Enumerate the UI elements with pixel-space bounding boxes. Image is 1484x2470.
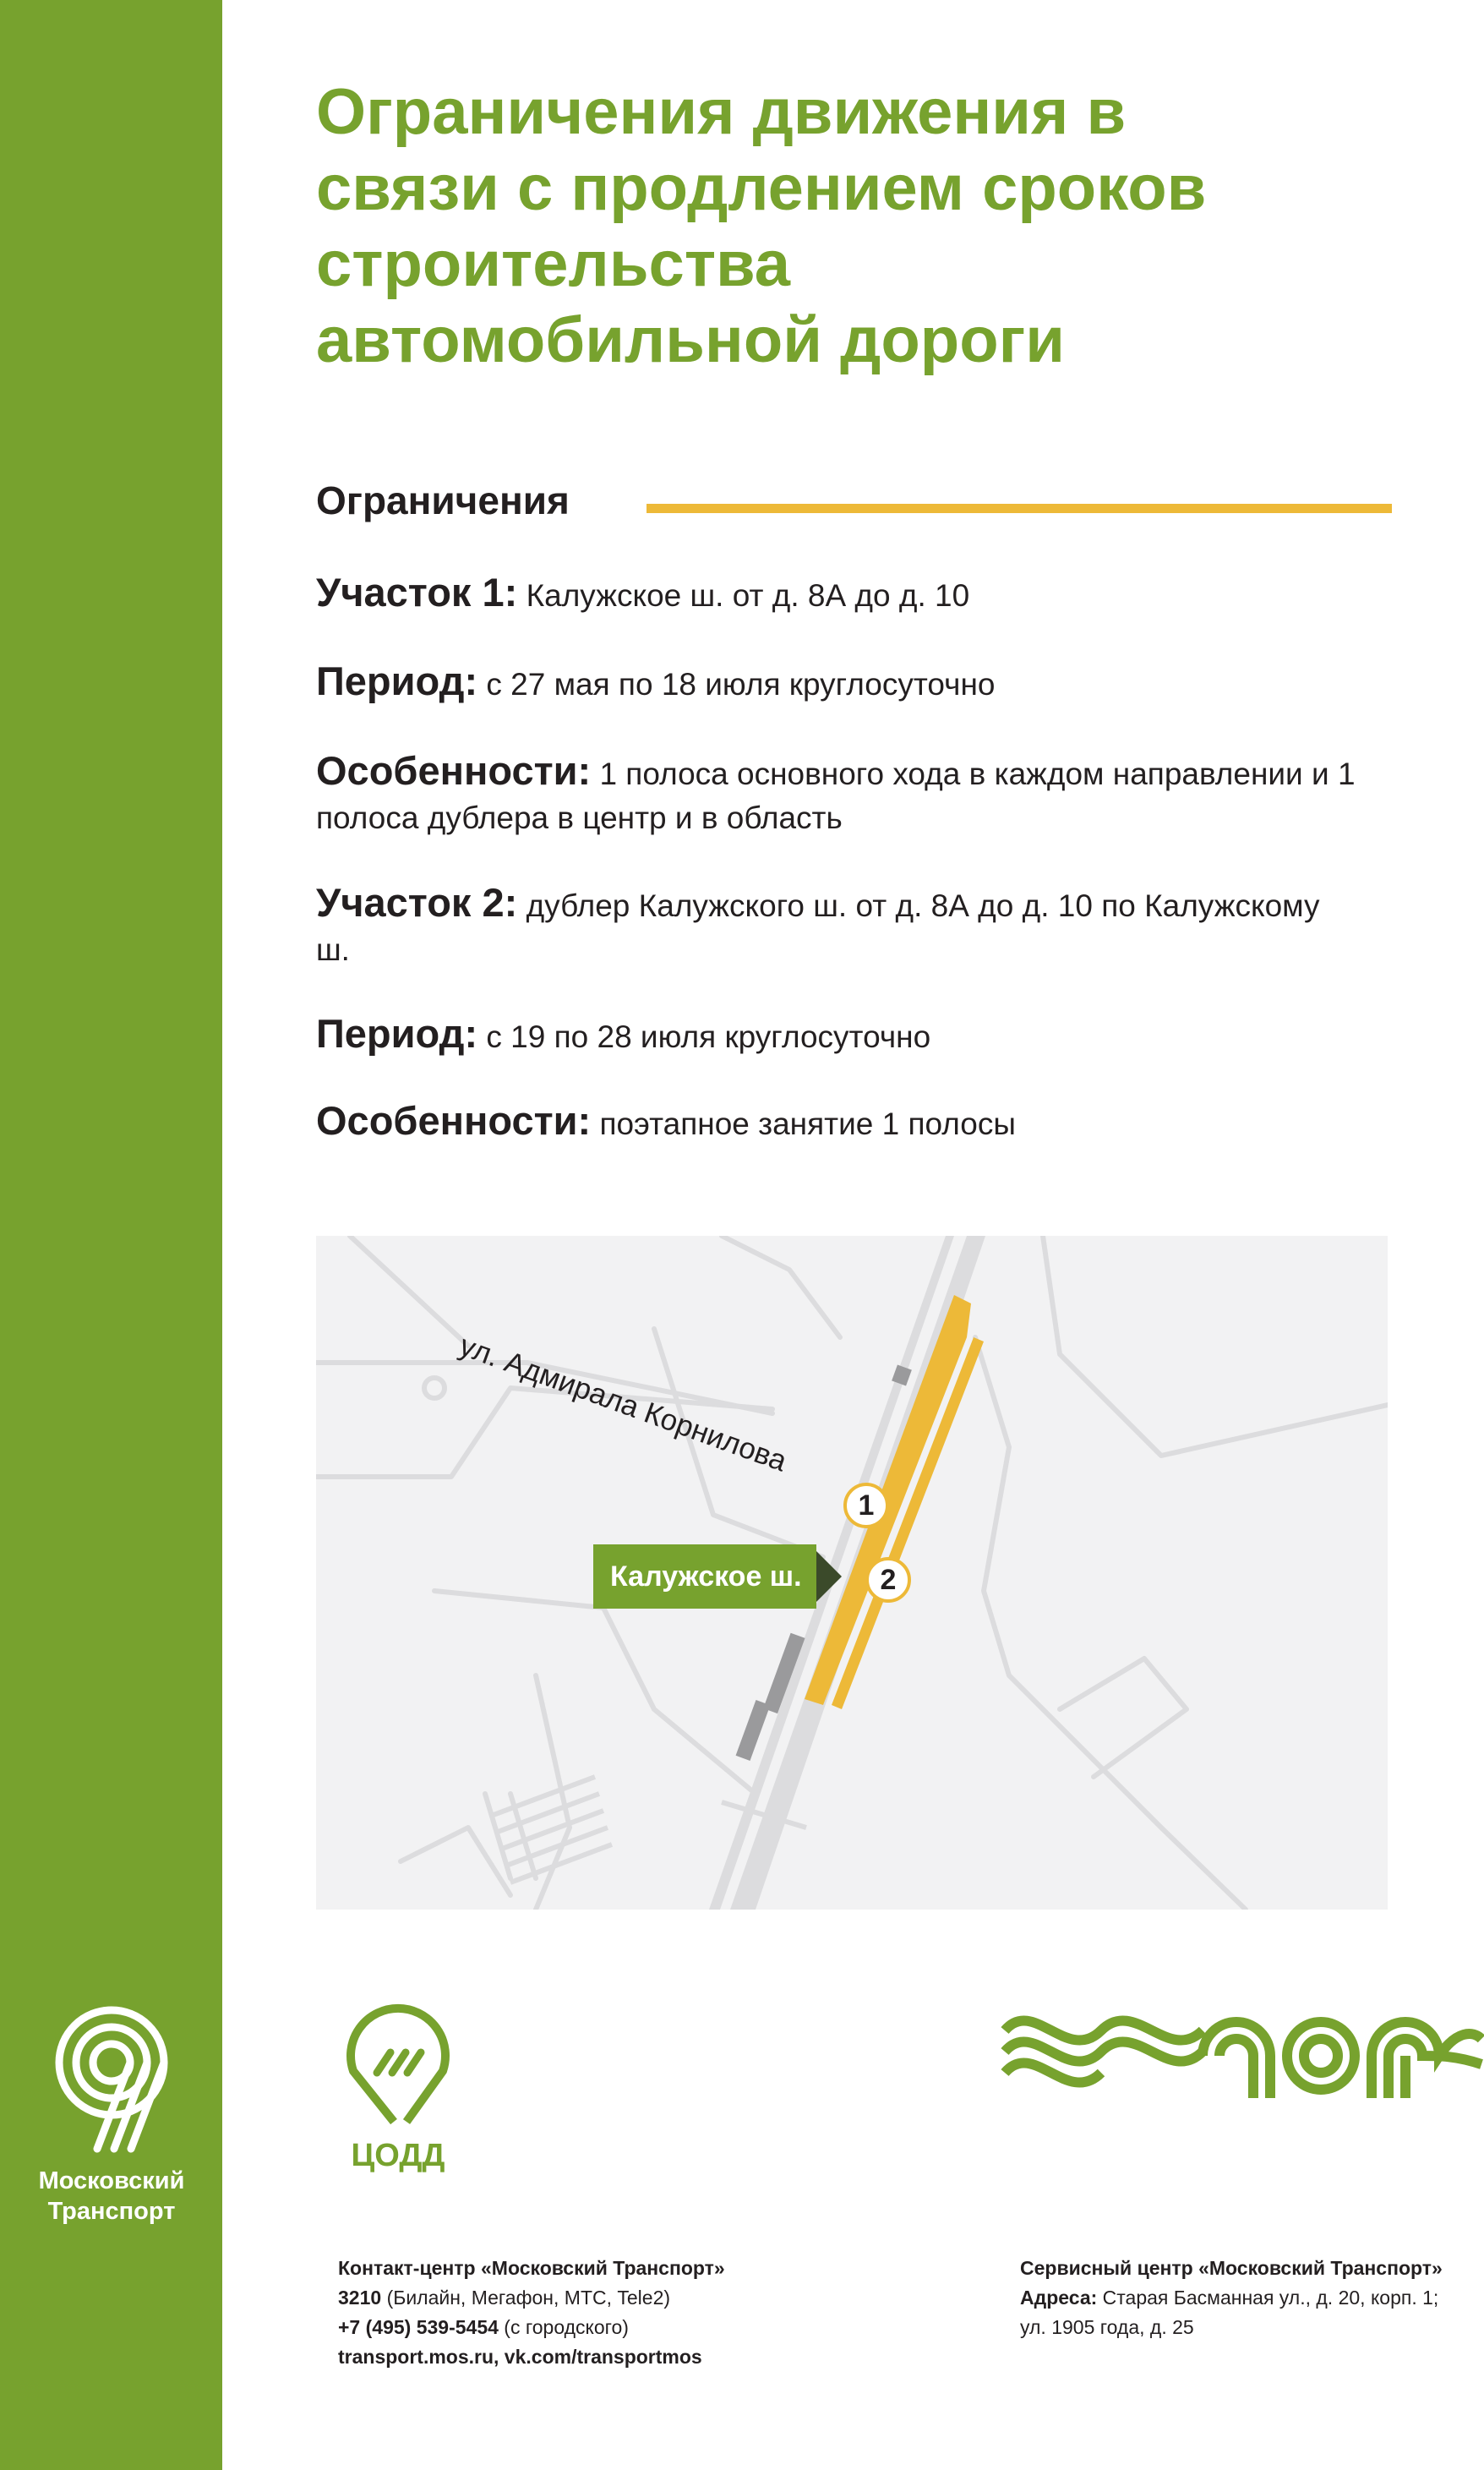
phone-note: (с городского) (504, 2316, 629, 2338)
phone-line (338, 2313, 811, 2342)
address-line1 (1020, 2283, 1481, 2313)
item-text: поэтапное занятие 1 полосы (599, 1107, 1016, 1141)
short-number[interactable]: 3210 (338, 2287, 382, 2309)
mos-logo (1000, 2005, 1484, 2119)
item-text: Калужское ш. от д. 8А до д. 10 (526, 578, 970, 613)
address-label: Адреса: (1020, 2287, 1098, 2309)
item-text: с 27 мая по 18 июля круглосуточно (486, 667, 996, 702)
marker-2: 2 (865, 1557, 911, 1603)
contact-center-title: Контакт-центр «Московский Транспорт» (338, 2257, 725, 2279)
street-label: ул. Адмирала Корнилова (455, 1329, 792, 1478)
brand-name-line2: Транспорт (47, 2198, 176, 2225)
road-label: Калужское ш. (593, 1544, 816, 1609)
map (316, 1236, 1388, 1910)
contacts-left (338, 2254, 811, 2372)
section-divider (647, 504, 1392, 513)
item-label: Особенности: (316, 748, 592, 793)
page-title (316, 74, 1415, 379)
title-line1: Ограничения движения в (316, 76, 1127, 148)
short-number-line (338, 2283, 811, 2313)
web-links[interactable]: transport.mos.ru, vk.com/transportmos (338, 2346, 702, 2368)
map-roundabout (424, 1378, 445, 1398)
brand-name-line1: Московский (38, 2167, 185, 2194)
title-line3: строительства (316, 228, 791, 300)
item-label: Период: (316, 1011, 478, 1056)
item-section2 (316, 881, 1356, 972)
item-label: Особенности: (316, 1098, 592, 1143)
codd-logo (335, 2003, 461, 2174)
item-period1 (316, 659, 1356, 707)
item-features1 (316, 749, 1356, 840)
address-text1: Старая Басманная ул., д. 20, корп. 1; (1102, 2287, 1439, 2309)
moscow-transport-brand (19, 2003, 205, 2227)
title-line4: автомобильной дороги (316, 304, 1065, 376)
moscow-transport-logo-icon (48, 2003, 175, 2156)
service-center-title: Сервисный центр «Московский Транспорт» (1020, 2257, 1443, 2279)
mos-logo-icon (1000, 2005, 1484, 2115)
item-label: Участок 2: (316, 880, 518, 925)
item-text: дублер Калужского ш. от д. 8А до д. 10 по Калужскому ш. (316, 888, 1320, 967)
item-period2 (316, 1012, 1356, 1059)
section-heading: Ограничения (316, 478, 570, 522)
codd-logo-text: ЦОДД (351, 2138, 445, 2173)
item-label: Период: (316, 658, 478, 703)
item-section1 (316, 571, 1356, 618)
title-line2: связи с продлением сроков (316, 152, 1207, 224)
brand-name (19, 2166, 205, 2227)
marker-1: 1 (843, 1483, 889, 1528)
address-text2: ул. 1905 года, д. 25 (1020, 2316, 1194, 2338)
item-label: Участок 1: (316, 570, 518, 615)
item-text: с 19 по 28 июля круглосуточно (486, 1019, 931, 1054)
codd-logo-icon (335, 2003, 461, 2130)
item-text: 1 полоса основного хода в каждом направлении и 1 полоса дублера в центр и в область (316, 757, 1356, 835)
contacts-right (1020, 2254, 1481, 2342)
item-features2 (316, 1099, 1356, 1146)
short-number-operators: (Билайн, Мегафон, МТС, Tele2) (386, 2287, 671, 2309)
phone-number[interactable]: +7 (495) 539-5454 (338, 2316, 499, 2338)
